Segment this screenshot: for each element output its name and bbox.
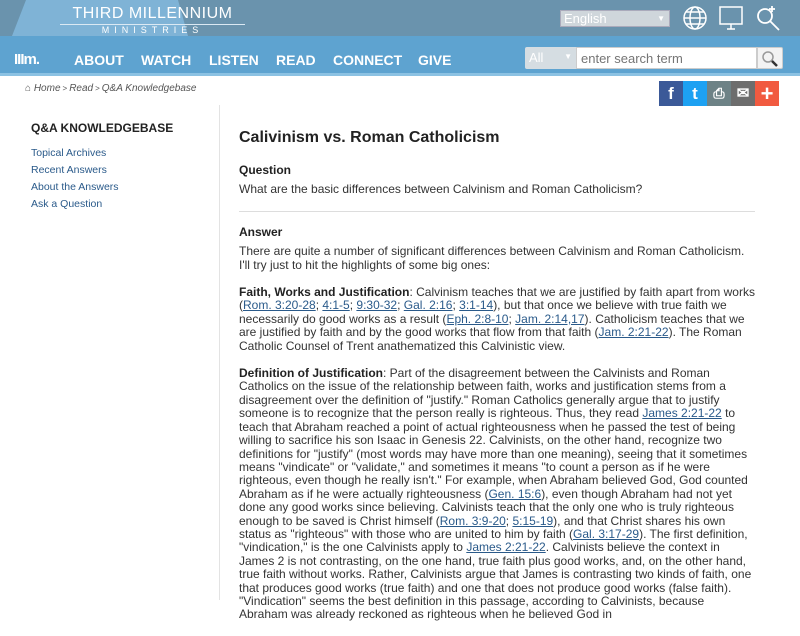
sidebar-item-topical-archives[interactable]: Topical Archives	[31, 147, 107, 159]
scripture-link[interactable]: Rom. 3:9-20	[439, 513, 506, 528]
scripture-link[interactable]: James 2:21-22	[642, 406, 722, 421]
logo-subtitle[interactable]: MINISTRIES	[101, 25, 204, 35]
scripture-link[interactable]: Gal. 3:17-29	[573, 526, 640, 541]
sidebar-title: Q&A KNOWLEDGEBASE	[31, 121, 174, 135]
nav-logo[interactable]: IIIm.	[14, 51, 40, 68]
scripture-link[interactable]: 5:15-19	[512, 513, 554, 528]
paragraph-text: ). The Roman Catholic Counsel of Trent anathematized this Calvinistic view.	[239, 325, 742, 353]
search-button[interactable]	[757, 47, 783, 69]
scripture-link[interactable]: Gen. 15:6	[488, 486, 542, 501]
answer-heading: Answer	[239, 224, 283, 239]
answer-body	[239, 245, 759, 622]
article	[239, 128, 759, 636]
paragraph-text: ). Catholicism teaches that we are justified by faith and by the good works that flow from that faith (	[239, 311, 745, 340]
logo-title[interactable]: THIRD MILLENNIUM	[60, 5, 245, 25]
sidebar	[0, 105, 220, 600]
nav-watch[interactable]: WATCH	[141, 52, 192, 68]
paragraph-text: : Calvinism teaches that we are justified by faith apart from works (	[239, 285, 755, 313]
breadcrumb-separator: >	[62, 84, 68, 93]
breadcrumb-current[interactable]: Q&A Knowledgebase	[101, 83, 197, 94]
divider	[239, 211, 755, 212]
scripture-link[interactable]: Rom. 3:20-28	[243, 298, 316, 313]
answer-paragraph	[239, 286, 755, 353]
sidebar-item-recent-answers[interactable]: Recent Answers	[31, 164, 107, 176]
search-scope-value: All	[529, 50, 544, 65]
paragraph-text: ). The first definition, "vindication," is the one Calvinists apply to	[239, 526, 748, 555]
scripture-link[interactable]: 3:1-14	[459, 298, 494, 313]
search-scope-select[interactable]	[525, 47, 576, 69]
main-nav	[0, 36, 800, 76]
paragraph-heading: Definition of Justification	[239, 366, 383, 381]
chevron-down-icon: ▼	[564, 52, 572, 61]
twitter-icon[interactable]: t	[683, 81, 707, 106]
share-buttons	[659, 81, 779, 106]
language-value: English	[564, 11, 607, 26]
nav-about[interactable]: ABOUT	[74, 52, 124, 68]
chevron-down-icon: ▼	[657, 14, 665, 23]
question-text: What are the basic differences between Calvinism and Roman Catholicism?	[239, 182, 643, 197]
breadcrumb	[25, 83, 196, 94]
question-heading: Question	[239, 163, 292, 177]
facebook-icon[interactable]: f	[659, 81, 683, 106]
paragraph-text: . Calvinists believe the context in James 2 is not contrasting, on the one hand, true faith plus good works, and, on the other hand, true faith without works. Rather, Calvinists argue that James is contrasting two kinds of faith, one that produces good works (true faith) and one that does not produce good works (false faith). "Vindication" seems the best definition in this passage, according to Calvinists, because Abraham was already reckoned as righteous when he believed God in	[239, 540, 752, 622]
scripture-link[interactable]: 9:30-32	[356, 298, 398, 313]
page-title: Calivinism vs. Roman Catholicism	[239, 129, 500, 146]
scripture-link[interactable]: James 2:21-22	[466, 540, 546, 555]
search-input[interactable]	[576, 47, 757, 69]
paragraph-heading: Faith, Works and Justification	[239, 285, 410, 300]
paragraph-text: ;	[349, 298, 357, 313]
home-icon: ⌂	[25, 83, 32, 94]
scripture-link[interactable]: 4:1-5	[322, 298, 350, 313]
zoom-in-icon[interactable]	[754, 5, 782, 31]
sidebar-item-about-answers[interactable]: About the Answers	[31, 181, 119, 193]
top-bar	[0, 0, 800, 36]
breadcrumb-home[interactable]: Home	[33, 83, 61, 94]
nav-listen[interactable]: LISTEN	[209, 52, 259, 68]
scripture-link[interactable]: Gal. 2:16	[403, 298, 453, 313]
scripture-link[interactable]: Eph. 2:8-10	[446, 311, 509, 326]
paragraph-text: ), but that once we believe with true faith we necessarily do good works as a result (	[239, 298, 727, 326]
more-share-icon[interactable]: +	[755, 81, 779, 106]
search-icon	[758, 48, 782, 68]
paragraph-text: ;	[452, 298, 460, 313]
paragraph-text: ;	[397, 298, 404, 313]
globe-icon[interactable]	[681, 5, 709, 31]
answer-paragraph	[239, 367, 755, 622]
language-select[interactable]	[560, 10, 670, 27]
answer-paragraph	[239, 245, 755, 272]
paragraph-text: ;	[315, 298, 323, 313]
paragraph-text: ), and that Christ shares his own status as "righteous" with those who are united to him by faith (	[239, 513, 726, 541]
paragraph-text: to teach that Abraham reached a point of actual righteousness when he passed the test of being willing to sacrifice his son Isaac in Genesis 22. Calvinists, on the other hand, recognize two definitions for "justify" (most words may have more than one meaning), seeing that it sometimes means "vindicate" or "validate," and sometimes it means "to count a person as if he were righteous, even though he really isn't." For example, when Abraham believed God, God counted Abraham as if he were actually righteousness (	[239, 406, 748, 501]
paragraph-text: ), even though Abraham had not yet done any good works since believing. Calvinists teach that the only one who is truly righteous enough to be saved is Christ himself (	[239, 486, 734, 528]
paragraph-text: ;	[508, 311, 516, 326]
breadcrumb-read[interactable]: Read	[69, 83, 94, 94]
sidebar-item-ask-question[interactable]: Ask a Question	[31, 198, 103, 210]
monitor-icon[interactable]	[717, 5, 745, 31]
nav-connect[interactable]: CONNECT	[333, 52, 403, 68]
breadcrumb-separator: >	[95, 84, 100, 93]
paragraph-text: : Part of the disagreement between the Calvinists and Roman Catholics on the issue of the relationship between faith, works and justification stems from a disagreement over the definition of "justify." Roman Catholics generally argue that to justify someone is to recognize that the person really is righteous. Thus, they read	[239, 366, 726, 421]
email-icon[interactable]: ✉	[731, 81, 755, 106]
scripture-link[interactable]: Jam. 2:14,17	[515, 311, 585, 326]
nav-give[interactable]: GIVE	[418, 52, 452, 68]
paragraph-text: There are quite a number of significant differences between Calvinism and Roman Catholicism. I'll try just to hit the highlights of some big ones:	[239, 244, 745, 272]
scripture-link[interactable]: Jam. 2:21-22	[598, 325, 669, 340]
print-icon[interactable]: ⎙	[707, 81, 731, 106]
paragraph-text: ;	[505, 513, 513, 528]
nav-read[interactable]: READ	[276, 52, 316, 68]
